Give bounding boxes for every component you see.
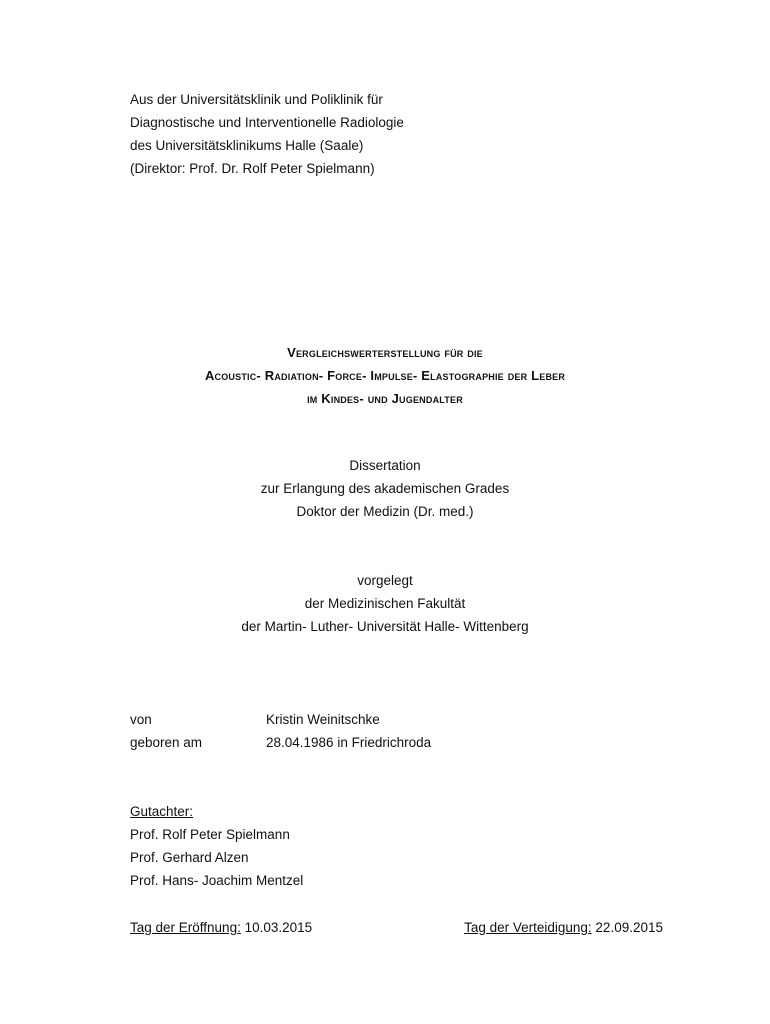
author-name-row bbox=[130, 708, 431, 731]
submission-block bbox=[0, 569, 770, 638]
thesis-title bbox=[0, 341, 770, 410]
submission-line: der Medizinischen Fakultät bbox=[304, 596, 466, 611]
reviewers-block bbox=[130, 800, 303, 892]
born-value: 28.04.1986 in Friedrichroda bbox=[266, 735, 432, 750]
dissertation-line: Doktor der Medizin (Dr. med.) bbox=[296, 504, 474, 519]
header-line: Aus der Universitätsklinik und Poliklinik für bbox=[130, 92, 383, 107]
title-line: Vergleichswerterstellung für die bbox=[287, 345, 483, 360]
header-line: Diagnostische und Interventionelle Radiologie bbox=[130, 115, 404, 130]
title-line: im Kindes- und Jugendalter bbox=[307, 391, 463, 406]
reviewers-heading: Gutachter: bbox=[130, 804, 194, 819]
dates-row bbox=[130, 916, 663, 939]
opening-label: Tag der Eröffnung: bbox=[130, 920, 241, 935]
defense-value: 22.09.2015 bbox=[591, 920, 663, 935]
dissertation-block bbox=[0, 454, 770, 523]
author-block bbox=[130, 708, 431, 754]
author-birth-row bbox=[130, 731, 431, 754]
header-line: (Direktor: Prof. Dr. Rolf Peter Spielmann) bbox=[130, 161, 375, 176]
author-name: Kristin Weinitschke bbox=[266, 712, 380, 727]
institution-header bbox=[130, 88, 404, 180]
von-label: von bbox=[130, 712, 152, 727]
submission-line: vorgelegt bbox=[357, 573, 413, 588]
reviewer-name: Prof. Hans- Joachim Mentzel bbox=[130, 873, 304, 888]
defense-label: Tag der Verteidigung: bbox=[464, 920, 592, 935]
submission-line: der Martin- Luther- Universität Halle- Wittenberg bbox=[241, 619, 529, 634]
dissertation-line: Dissertation bbox=[349, 458, 421, 473]
defense-date bbox=[464, 916, 663, 939]
header-line: des Universitätsklinikums Halle (Saale) bbox=[130, 138, 364, 153]
opening-date bbox=[130, 916, 312, 939]
reviewer-name: Prof. Rolf Peter Spielmann bbox=[130, 827, 290, 842]
opening-value: 10.03.2015 bbox=[240, 920, 313, 935]
reviewer-name: Prof. Gerhard Alzen bbox=[130, 850, 249, 865]
born-label: geboren am bbox=[130, 735, 203, 750]
dissertation-line: zur Erlangung des akademischen Grades bbox=[260, 481, 510, 496]
title-line: Acoustic- Radiation- Force- Impulse- Elastographie der Leber bbox=[204, 368, 566, 383]
